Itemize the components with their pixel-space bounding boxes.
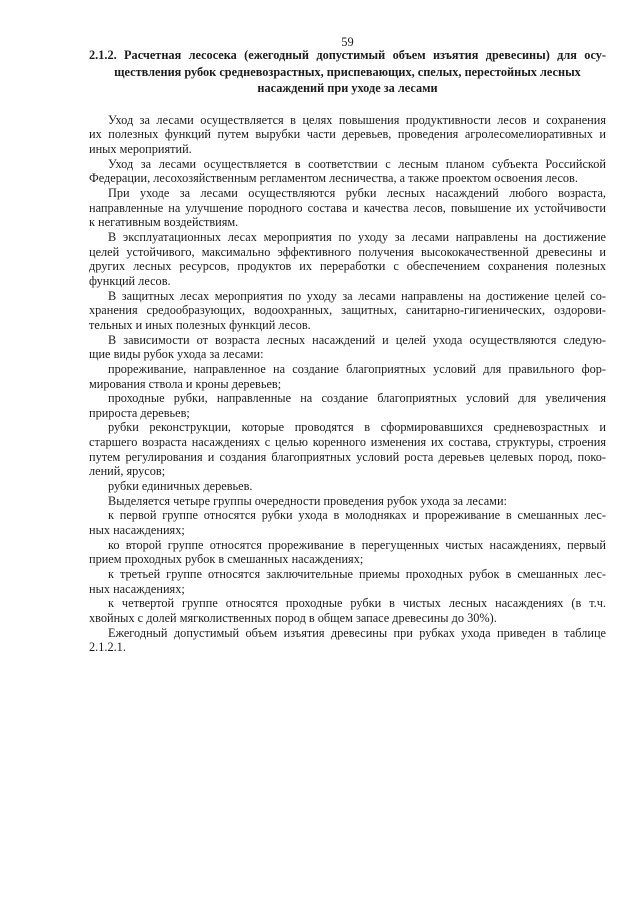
list-item xyxy=(89,596,606,625)
body-line: функций лесов. xyxy=(89,273,171,288)
body-line: ных насаждениях; xyxy=(89,581,185,596)
body-line: лений, ярусов; xyxy=(89,464,166,479)
page-number: 59 xyxy=(341,35,354,49)
body-line: рубки реконструкции, которые проводятся в сформировавшихся средневозрастных и xyxy=(108,420,606,435)
body-line: прироста деревьев; xyxy=(89,405,190,420)
paragraph xyxy=(89,626,606,655)
list-item xyxy=(89,508,606,537)
list-item xyxy=(89,391,606,420)
body-line: путем регулирования и создания благоприятных условий роста деревьев целевых пород, поко- xyxy=(89,449,606,464)
body-line: к первой группе относятся рубки ухода в молодняках и прореживание в смешанных лес- xyxy=(108,508,606,523)
body-line: В защитных лесах мероприятия по уходу за лесами направлены на достижение целей со- xyxy=(108,288,606,303)
body-line: мирования ствола и кроны деревьев; xyxy=(89,376,282,391)
body-line: В зависимости от возраста лесных насаждений и целей ухода осуществляются следую- xyxy=(108,332,606,347)
body-line: В эксплуатационных лесах мероприятия по уходу за лесами направлены на достижение xyxy=(108,229,606,244)
body-line: Федерации, лесохозяйственным регламентом лесничества, а также проектом освоения лесов. xyxy=(89,171,578,186)
body-line: к третьей группе относятся заключительные приемы проходных рубок в смешанных лес- xyxy=(108,567,606,582)
body-line: хвойных с долей мягколиственных пород в общем запасе древесины до 30%). xyxy=(89,611,497,625)
body-line: Уход за лесами осуществляется в целях повышения продуктивности лесов и сохранения xyxy=(108,112,606,127)
body-line: Уход за лесами осуществляется в соответствии с лесным планом субъекта Российской xyxy=(108,156,606,171)
list-item xyxy=(89,420,606,479)
body-line: Ежегодный допустимый объем изъятия древесины при рубках ухода приведен в таблице xyxy=(108,625,606,640)
body-line: к четвертой группе относятся проходные рубки в чистых лесных насаждениях (в т.ч. xyxy=(108,596,606,611)
list-item xyxy=(89,362,606,391)
body-line: ных насаждениях; xyxy=(89,523,185,538)
body-line: 2.1.2.1. xyxy=(89,640,126,655)
body-line: Выделяется четыре группы очередности проведения рубок ухода за лесами: xyxy=(108,493,507,508)
body-line: старшего возраста насаждениях с целью коренного изменения их состава, структуры, строения xyxy=(89,435,606,450)
paragraph xyxy=(89,186,606,230)
list-item xyxy=(89,567,606,596)
body-line: ко второй группе относятся прореживание в перегущенных чистых насаждениях, первый xyxy=(108,537,606,552)
paragraph xyxy=(89,113,606,157)
section-heading xyxy=(89,47,606,97)
body-line: направленные на улучшение породного состава и качества лесов, повышение их устойчивости xyxy=(89,200,606,215)
heading-line: насаждений при уходе за лесами xyxy=(257,81,438,95)
body-line: прием проходных рубок в смешанных насаждениях; xyxy=(89,552,364,567)
list-item xyxy=(89,538,606,567)
paragraph xyxy=(89,494,606,509)
body-line: других лесных ресурсов, продуктов их переработки с обеспечением сохранения полезных xyxy=(89,259,606,274)
list-item xyxy=(89,479,606,494)
body-line: к негативным воздействиям. xyxy=(89,215,239,230)
heading-line: 2.1.2. Расчетная лесосека (ежегодный допустимый объем изъятия древесины) для осу- xyxy=(89,48,606,62)
paragraph xyxy=(89,157,606,186)
body-line: целей устойчивого, максимально эффективного получения высококачественной древесины и xyxy=(89,244,606,259)
body-line: прореживание, направленное на создание благоприятных условий для правильного фор- xyxy=(108,361,606,376)
body-line: тельных и иных полезных функций лесов. xyxy=(89,317,311,332)
body-text xyxy=(89,113,606,655)
paragraph xyxy=(89,333,606,362)
body-line: иных мероприятий. xyxy=(89,142,192,156)
paragraph xyxy=(89,289,606,333)
body-line: хранения средообразующих, водоохранных, защитных, санитарно-гигиенических, оздорови- xyxy=(89,303,606,318)
body-line: их полезных функций путем вырубки части деревьев, проведения агролесомелиоративных и xyxy=(89,127,606,142)
body-line: При уходе за лесами осуществляются рубки лесных насаждений любого возраста, xyxy=(108,185,606,200)
body-line: щие виды рубок ухода за лесами: xyxy=(89,347,264,362)
paragraph xyxy=(89,230,606,289)
body-line: проходные рубки, направленные на создание благоприятных условий для увеличения xyxy=(108,391,606,406)
heading-line: ществления рубок средневозрастных, приспевающих, спелых, перестойных лесных xyxy=(114,64,581,79)
body-line: рубки единичных деревьев. xyxy=(108,479,253,494)
